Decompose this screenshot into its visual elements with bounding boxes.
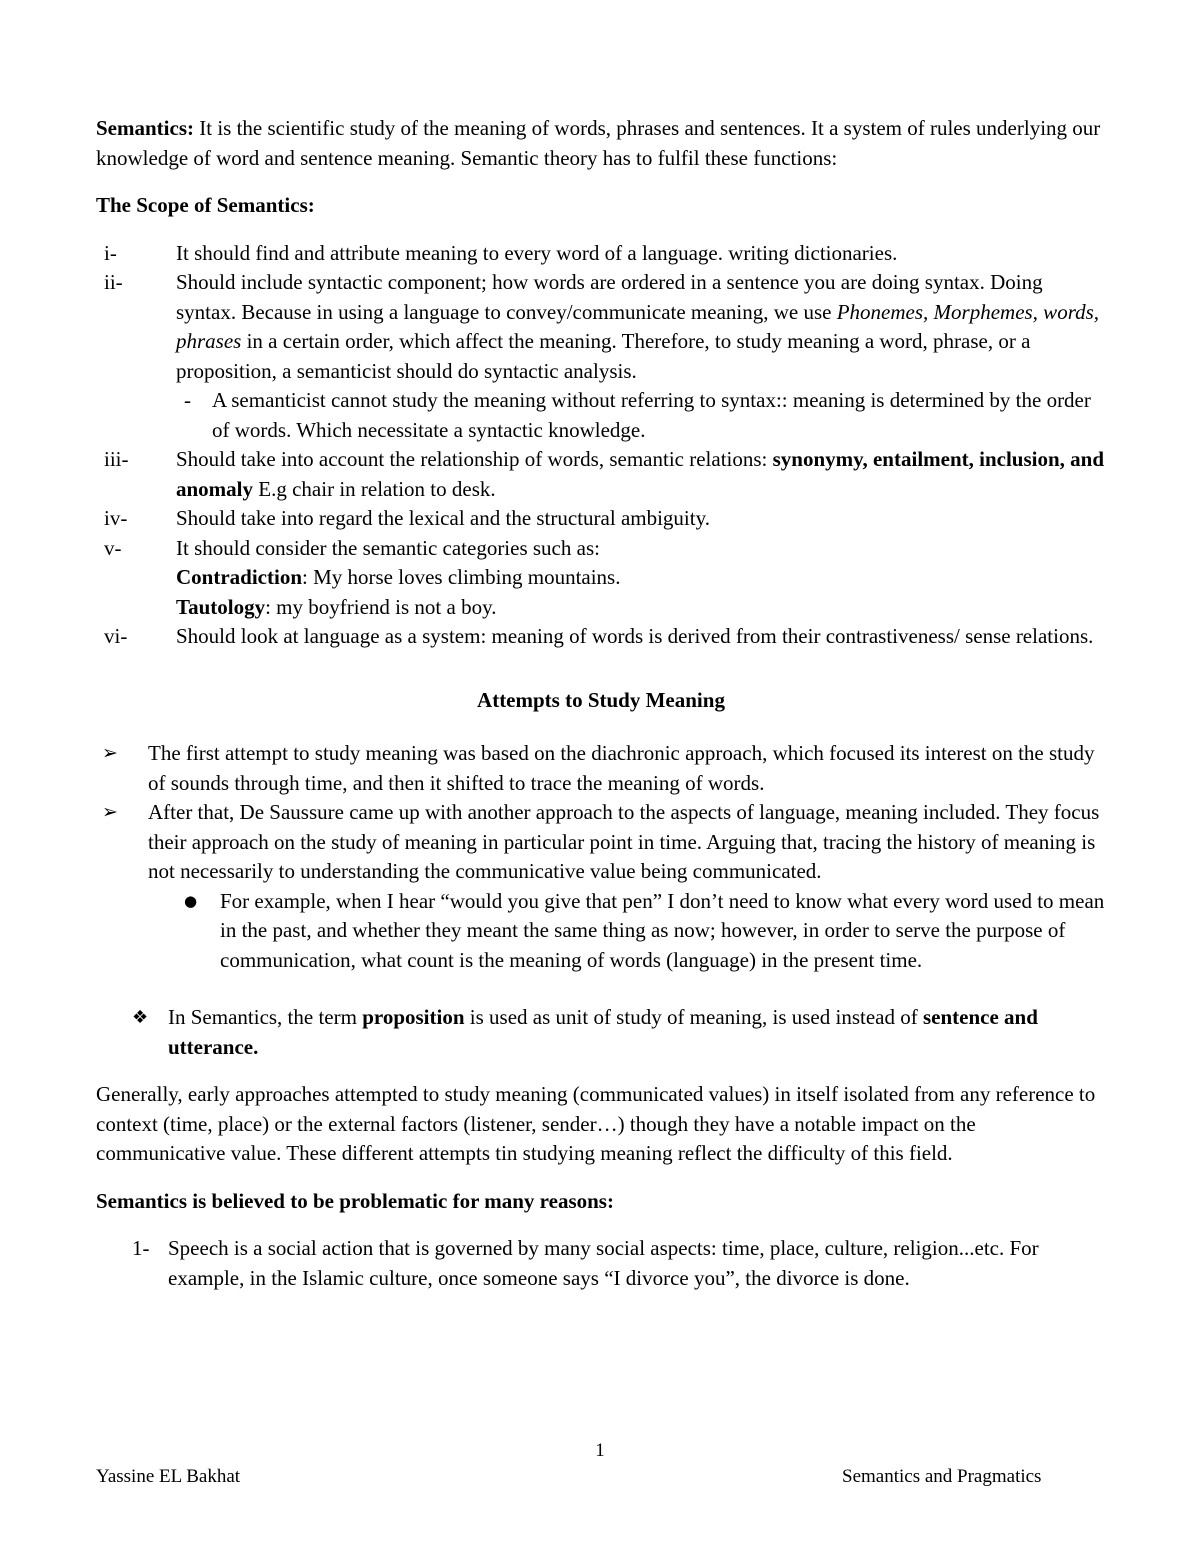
list-item-text: Speech is a social action that is governed by many social aspects: time, place, culture, religion...etc. For example, in the Islamic culture, once someone says “I divorce you”, the divorce is done. <box>168 1236 1039 1290</box>
list-item-text: Should look at language as a system: meaning of words is derived from their contrastiveness/ sense relations. <box>176 624 1094 648</box>
page-number: 1 <box>595 1440 605 1461</box>
list-item-bold: synonymy, entailment, inclusion, and anomaly <box>176 447 1105 501</box>
scope-list <box>96 239 1106 652</box>
list-marker: iv- <box>104 506 128 530</box>
attempts-heading: Attempts to Study Meaning <box>477 687 725 712</box>
list-item <box>96 445 1106 504</box>
list-marker: vi- <box>104 624 128 648</box>
category-contradiction-text: : My horse loves climbing mountains. <box>302 565 621 589</box>
category-tautology-text: : my boyfriend is not a boy. <box>265 594 497 619</box>
intro-paragraph <box>96 114 1106 173</box>
list-item-text: E.g chair in relation to desk. <box>253 476 496 501</box>
list-item <box>96 239 1106 269</box>
list-item <box>96 622 1106 652</box>
problems-heading: Semantics is believed to be problematic for many reasons: <box>96 1188 614 1213</box>
list-marker: 1- <box>132 1236 150 1260</box>
list-item-text: in a certain order, which affect the meaning. Therefore, to study meaning a word, phrase, or a proposition, a semanticist should do syntactic analysis. <box>176 329 1031 383</box>
list-marker: v- <box>104 535 122 560</box>
intro-term: Semantics: <box>96 116 194 140</box>
list-item-text: It should consider the semantic categories such as: <box>176 535 600 560</box>
problems-list <box>96 1234 1106 1293</box>
arrow-bullet-icon: ➢ <box>102 742 118 764</box>
note-bold-term: proposition <box>362 1005 465 1029</box>
dash-marker: - <box>184 388 191 412</box>
diamond-bullet-icon: ❖ <box>132 1007 149 1028</box>
arrow-bullet-icon: ➢ <box>102 801 118 823</box>
list-item-text: Should take into account the relationship of words, semantic relations: <box>176 447 773 471</box>
list-item-text: Should take into regard the lexical and the structural ambiguity. <box>176 506 710 530</box>
category-contradiction: Contradiction <box>176 565 302 589</box>
intro-text: It is the scientific study of the meaning of words, phrases and sentences. It a system of rules underlying our knowledge of word and sentence meaning. Semantic theory has to fulfil these functions: <box>96 116 1101 170</box>
list-item-text: The first attempt to study meaning was based on the diachronic approach, which focused its interest on the study of sounds through time, and then it shifted to trace the meaning of words. <box>148 741 1095 795</box>
list-marker: i- <box>104 240 117 265</box>
proposition-note <box>96 1003 1106 1062</box>
sub-list-item-text: A semanticist cannot study the meaning without referring to syntax:: meaning is determined by the order of words. Which necessitate a syntactic knowledge. <box>212 388 1091 442</box>
list-item <box>96 268 1106 445</box>
note-text: is used as unit of study of meaning, is used instead of <box>464 1005 923 1029</box>
list-item-text: It should find and attribute meaning to every word of a language. writing dictionaries. <box>176 240 898 265</box>
dot-bullet-icon: ● <box>184 891 198 910</box>
scope-heading: The Scope of Semantics: <box>96 193 315 217</box>
list-item <box>96 798 1106 975</box>
list-marker: ii- <box>104 270 123 294</box>
list-item-italic: Phonemes, Morphemes, words, phrases <box>176 299 1100 353</box>
footer-course: Semantics and Pragmatics <box>842 1466 1042 1487</box>
list-item <box>96 504 1106 534</box>
list-item <box>96 739 1106 798</box>
list-item <box>96 534 1106 623</box>
example-text: For example, when I hear “would you give that pen” I don’t need to know what every word used to mean in the past, and whether they meant the same thing as now; however, in order to serve the purpose of communication, what count is the meaning of words (language) in the present time. <box>220 888 1105 972</box>
general-paragraph: Generally, early approaches attempted to study meaning (communicated values) in itself isolated from any reference to context (time, place) or the external factors (listener, sender…) though they have a notable impact on the communicative value. These different attempts tin studying meaning reflect the difficulty of this field. <box>96 1082 1096 1165</box>
sub-list-item <box>176 386 1106 445</box>
note-text: In Semantics, the term <box>168 1005 363 1029</box>
list-item-text: After that, De Saussure came up with another approach to the aspects of language, meaning included. They focus their approach on the study of meaning in particular point in time. Arguing that, tracing the history of meaning is not necessarily to understanding the communicative value being communicated. <box>148 800 1100 883</box>
footer-author: Yassine EL Bakhat <box>96 1466 241 1487</box>
list-item <box>96 1234 1106 1293</box>
category-tautology: Tautology <box>176 594 266 619</box>
attempts-list <box>96 739 1106 975</box>
document-page <box>96 114 1106 1293</box>
list-marker: iii- <box>104 447 129 471</box>
note-bold-term: sentence and utterance. <box>168 1005 1038 1059</box>
example-item <box>148 887 1106 976</box>
list-item-text: Should include syntactic component; how words are ordered in a sentence you are doing syntax. Doing syntax. Because in using a language to convey/communicate meaning, we use <box>176 270 1043 324</box>
